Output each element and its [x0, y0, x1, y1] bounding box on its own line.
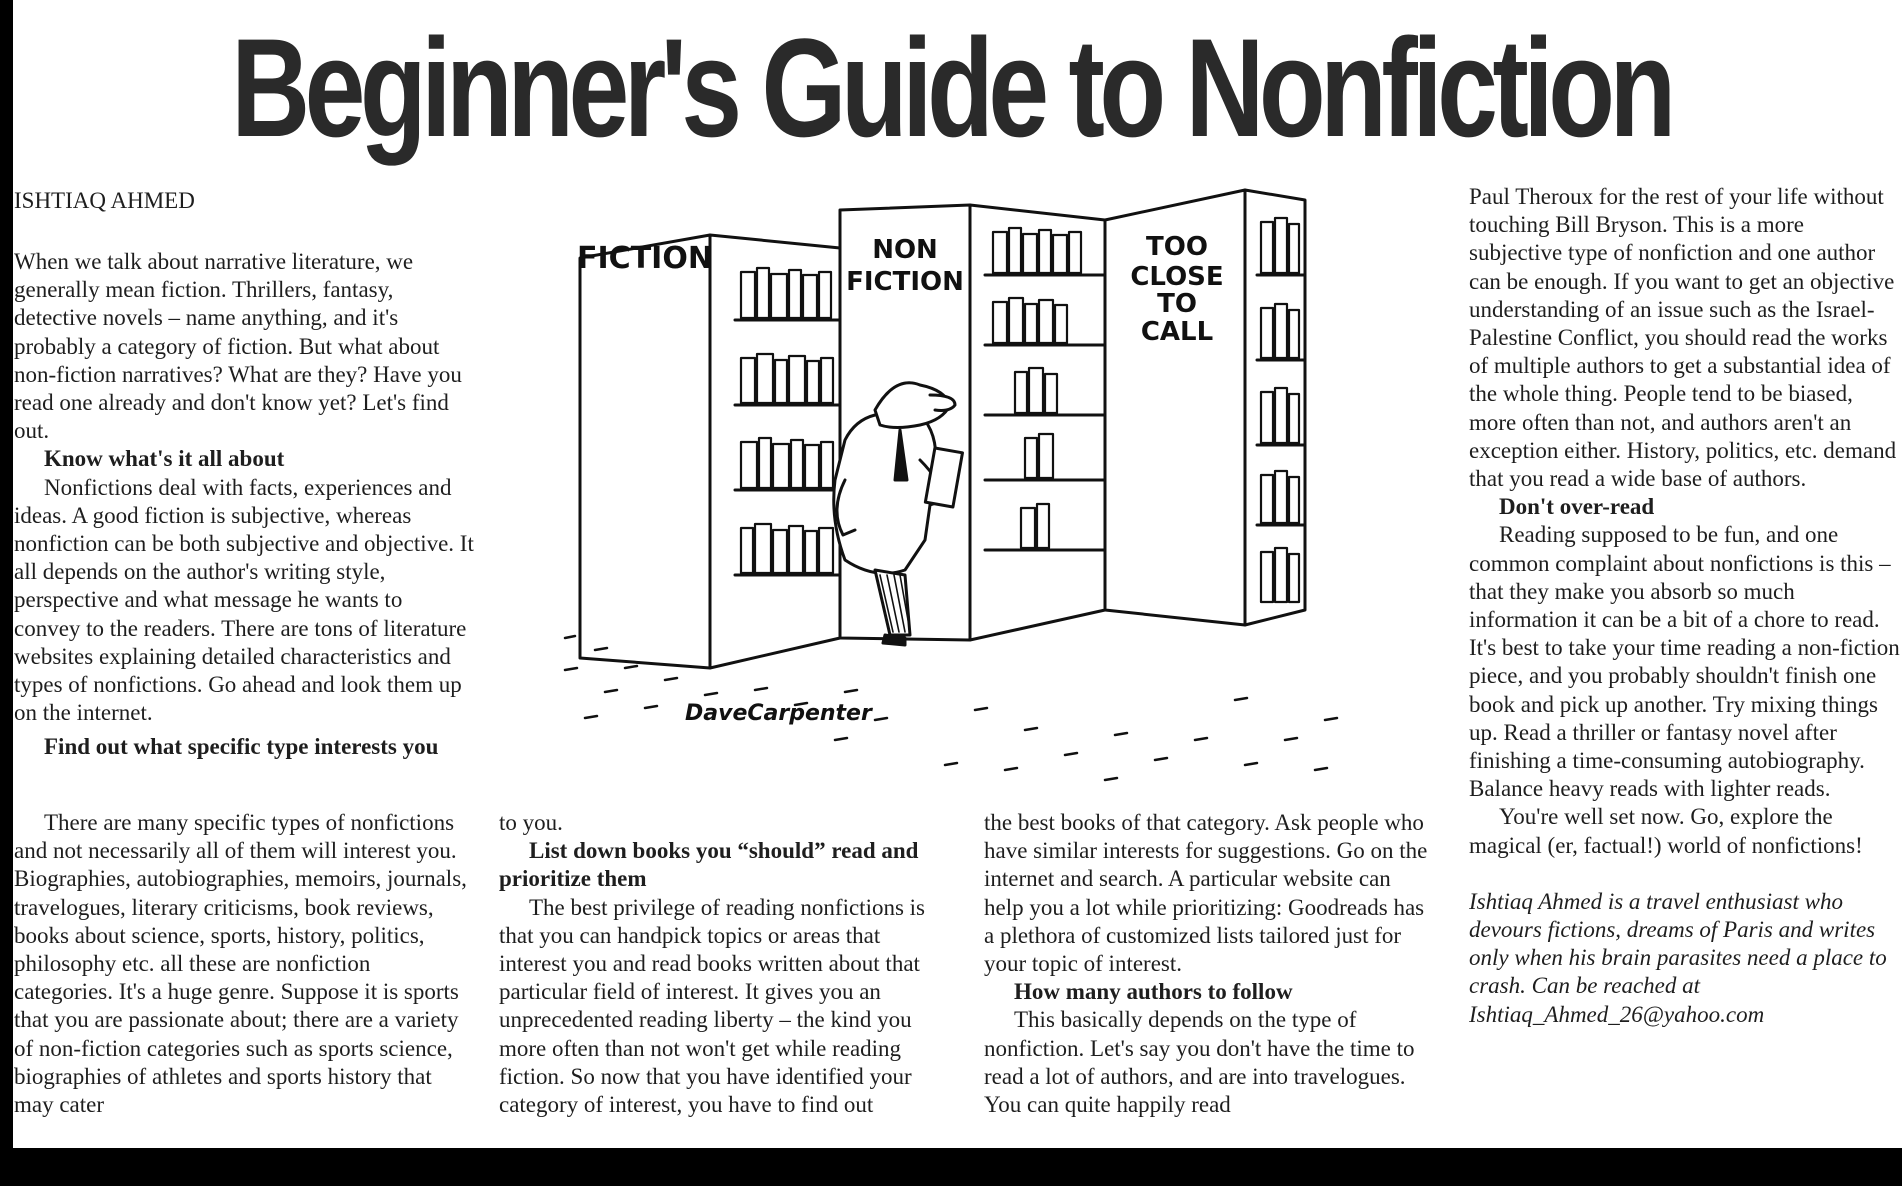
cartoonist-signature: DaveCarpenter — [685, 701, 872, 726]
left-edge-shadow — [0, 0, 13, 1148]
page-title: Beginner's Guide to Nonfiction — [231, 9, 1671, 166]
column-4 — [1469, 183, 1902, 1029]
paragraph-types: There are many specific types of nonfictions and not necessarily all of them will interest you. Biographies, autobiographies, memoirs, journals, travelogues, literary criticisms, book reviews, books about science, sports, history, politics, philosophy etc. all these are nonfiction categories. It's a huge genre. Suppose it is sports that you are passionate about; there are a variety of non-fiction categories such as sports science, biographies of athletes and sports history that may cater — [14, 810, 467, 1118]
paragraph-best-books: the best books of that category. Ask people who have similar interests for suggestions. Go on the internet and search. A particular website can help you a lot while prioritizing: Goodreads has a plethora of customized lists tailored just for your topic of interest. — [984, 810, 1428, 977]
subheading-know-what: Know what's it all about — [44, 446, 285, 472]
intro-paragraph: When we talk about narrative literature, we generally mean fiction. Thrillers, fantasy, detective novels – name anything, and it's probably a category of fiction. But what about non-fiction narratives? What are they? Have you read one already and don't know yet? Let's find out. — [14, 249, 462, 444]
author-bio: Ishtiaq Ahmed is a travel enthusiast who devours fictions, dreams of Paris and writes only when his brain parasites need a place to crash. Can be reached at Ishtiaq_Ahmed_26@yahoo.com — [1469, 888, 1887, 1027]
paragraph-facts: Nonfictions deal with facts, experiences and ideas. A good fiction is subjective, whereas nonfiction can be both subjective and objective. It all depends on the author's writing style, perspective and what message he wants to convey to the readers. There are tons of literature websites explaining detailed characteristics and types of nonfictions. Go ahead and look them up on the internet. — [14, 474, 474, 726]
column-3 — [984, 809, 1434, 1119]
close-label-line4: CALL — [1140, 317, 1214, 347]
bookshelf-cartoon — [545, 180, 1365, 788]
close-label-line1: TOO — [1146, 232, 1208, 262]
paragraph-fun: Reading supposed to be fun, and one common complaint about nonfictions is this – that they make you absorb so much information it can be a bit of a chore to read. It's best to take your time reading a non-fiction piece, and you probably shouldn't finish one book and pick up another. Try mixing things up. Read a thriller or fantasy novel after finishing a time-consuming autobiography. Balance heavy reads with lighter reads. — [1469, 522, 1900, 802]
close-label-line2: CLOSE — [1130, 262, 1224, 292]
paragraph-privilege: The best privilege of reading nonfictions is that you can handpick topics or areas that interest you and read books written about that particular field of interest. It gives you an unprecedented reading liberty – the kind you more often than not won't get while reading fiction. So now that you have identified your category of interest, you have to find out — [499, 894, 926, 1118]
column-2 — [499, 809, 949, 1119]
fiction-bookcase — [580, 235, 840, 668]
subheading-specific-type: Find out what specific type interests you — [44, 734, 439, 760]
paragraph-closing: You're well set now. Go, explore the magical (er, factual!) world of nonfictions! — [1469, 804, 1863, 858]
paragraph-theroux: Paul Theroux for the rest of your life without touching Bill Bryson. This is a more subjective type of nonfiction and one author can be enough. If you want to get an objective understanding of an issue such as the Israel-Palestine Conflict, you should read the works of multiple authors to get a substantial idea of the whole thing. People tend to be biased, more often than not, and authors aren't an exception either. History, politics, etc. demand that you read a wide base of authors. — [1469, 184, 1897, 492]
paragraph-depends: This basically depends on the type of nonfiction. Let's say you don't have the time to read a lot of authors, and are into travelogues. You can quite happily read — [984, 1007, 1415, 1118]
subheading-dont-over-read: Don't over-read — [1499, 494, 1655, 520]
subheading-how-many-authors: How many authors to follow — [1014, 979, 1293, 1005]
column-1-top — [14, 248, 474, 762]
paragraph-continuation: to you. — [499, 810, 563, 835]
fiction-shelf-label: FICTION — [577, 241, 713, 276]
nonfiction-label-line2: FICTION — [846, 267, 964, 297]
nonfiction-label-line1: NON — [872, 235, 938, 265]
subheading-list-down: List down books you “should” read and prioritize them — [499, 838, 919, 892]
column-1-bottom — [14, 809, 474, 1119]
author-byline: ISHTIAQ AHMED — [14, 188, 195, 213]
close-label-line3: TO — [1157, 289, 1197, 319]
